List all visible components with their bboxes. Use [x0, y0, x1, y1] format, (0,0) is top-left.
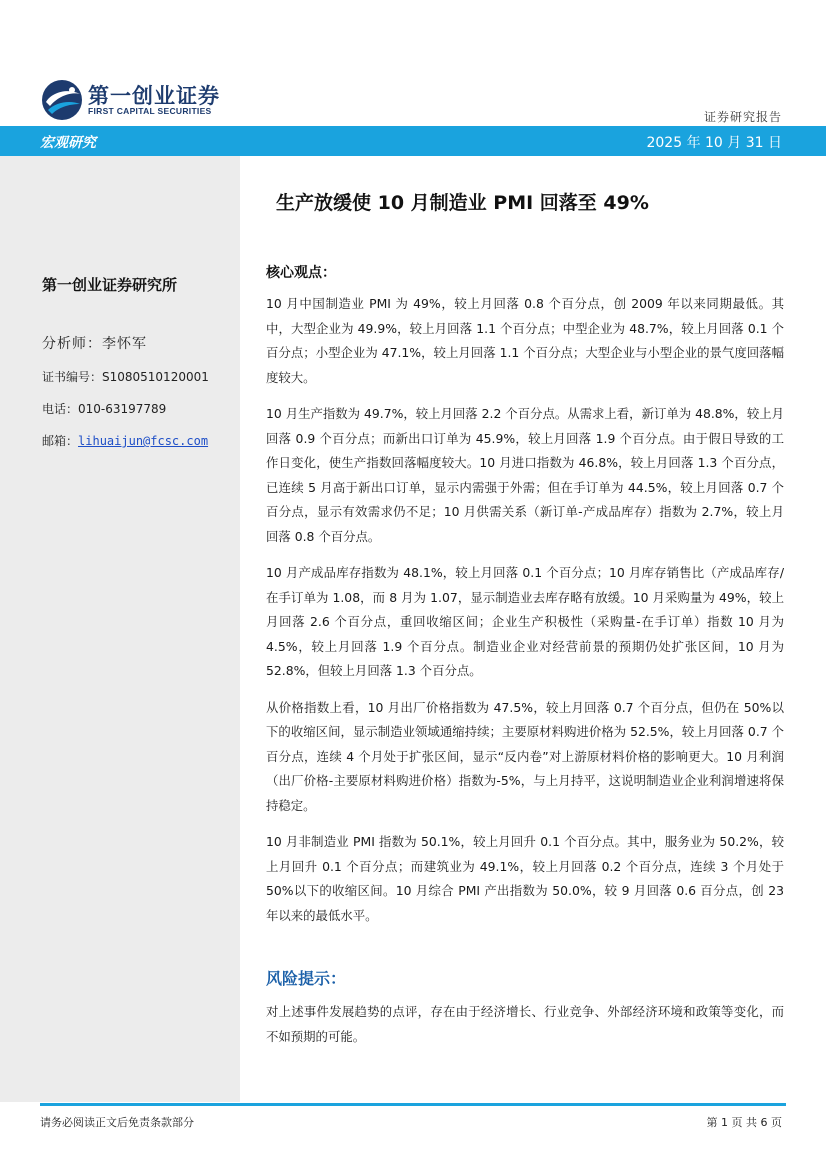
paragraph: 10 月非制造业 PMI 指数为 50.1%，较上月回升 0.1 个百分点。其中，服务业为 50.2%，较上月回升 0.1 个百分点；而建筑业为 49.1%，较上月回落 0.2 个百分点，连续 3 个月处于 50%以下的收缩区间。10 月综合 PMI 产出指数为 50.0%，较 9 月回落 0.6 百分点，创 23 年以来的最低水平。 [266, 834, 784, 923]
core-views-body [266, 292, 784, 940]
phone-number: 电话：010-63197789 [42, 402, 167, 416]
logo-english-name: FIRST CAPITAL SECURITIES [88, 106, 212, 116]
paragraph: 10 月产成品库存指数为 48.1%，较上月回落 0.1 个百分点；10 月库存销售比（产成品库存/在手订单为 1.08，而 8 月为 1.07，显示制造业去库存略有放缓。10 月采购量为 49%，较上月回落 2.6 个百分点，重回收缩区间；企业生产积极性（采购量-在手订单）指数 10 月为 4.5%，较上月回落 1.9 个百分点。制造业企业对经营前景的预期仍处扩张区间，10 月为 52.8%，但较上月回落 1.3 个百分点。 [266, 565, 784, 678]
footer-disclaimer: 请务必阅读正文后免责条款部分 [40, 1116, 194, 1129]
email-label: 邮箱： [42, 434, 79, 448]
report-date: 2025 年 10 月 31 日 [646, 135, 782, 151]
paragraph: 对上述事件发展趋势的点评，存在由于经济增长、行业竞争、外部经济环境和政策等变化，而不如预期的可能。 [266, 1004, 784, 1044]
risk-heading: 风险提示： [266, 969, 347, 988]
institute-name: 第一创业证券研究所 [42, 276, 178, 294]
email-link[interactable]: lihuaijun@fcsc.com [78, 434, 209, 448]
footer-divider [40, 1103, 786, 1106]
paragraph: 10 月生产指数为 49.7%，较上月回落 2.2 个百分点。从需求上看，新订单为 48.8%，较上月回落 0.9 个百分点；而新出口订单为 45.9%，较上月回落 1.9 个百分点。由于假日导致的工作日变化，使生产指数回落幅度较大。10 月进口指数为 46.8%，较上月回落 1.3 个百分点，已连续 5 月高于新出口订单，显示内需强于外需；但在手订单为 44.5%，较上月回落 0.7 个百分点，显示有效需求仍不足；10 月供需关系（新订单-产成品库存）指数为 2.7%，较上月回落 0.8 个百分点。 [266, 406, 784, 544]
paragraph: 从价格指数上看，10 月出厂价格指数为 47.5%，较上月回落 0.7 个百分点，但仍在 50%以下的收缩区间，显示制造业领域通缩持续；主要原材料购进价格为 52.5%，较上月回落 0.7 个百分点，连续 4 个月处于扩张区间，显示“反内卷”对上游原材料价格的影响更大。10 月利润（出厂价格-主要原材料购进价格）指数为-5%，与上月持平，这说明制造业企业利润增速将保持稳定。 [266, 699, 784, 813]
report-category: 宏观研究 [40, 135, 96, 151]
email-line [42, 432, 208, 449]
logo-chinese-name: 第一创业证券 [88, 83, 220, 108]
globe-logo-icon [40, 78, 84, 122]
risk-body [266, 1000, 784, 1061]
sidebar [0, 156, 240, 1102]
header-banner [0, 126, 826, 156]
core-views-heading: 核心观点： [266, 265, 336, 281]
analyst-name: 分析师：李怀军 [42, 336, 147, 352]
certificate-number: 证书编号：S1080510120001 [42, 370, 209, 384]
report-type-label: 证券研究报告 [703, 110, 782, 124]
paragraph: 10 月中国制造业 PMI 为 49%，较上月回落 0.8 个百分点，创 2009 年以来同期最低。其中，大型企业为 49.9%，较上月回落 1.1 个百分点；中型企业为 48.7%，较上月回落 0.1 个百分点；小型企业为 47.1%，较上月回落 1.1 个百分点；大型企业与小型企业的景气度回落幅度较大。 [266, 296, 784, 385]
company-logo [40, 78, 250, 122]
report-title: 生产放缓使 10 月制造业 PMI 回落至 49% [276, 192, 649, 214]
page-number: 第 1 页 共 6 页 [706, 1116, 782, 1129]
